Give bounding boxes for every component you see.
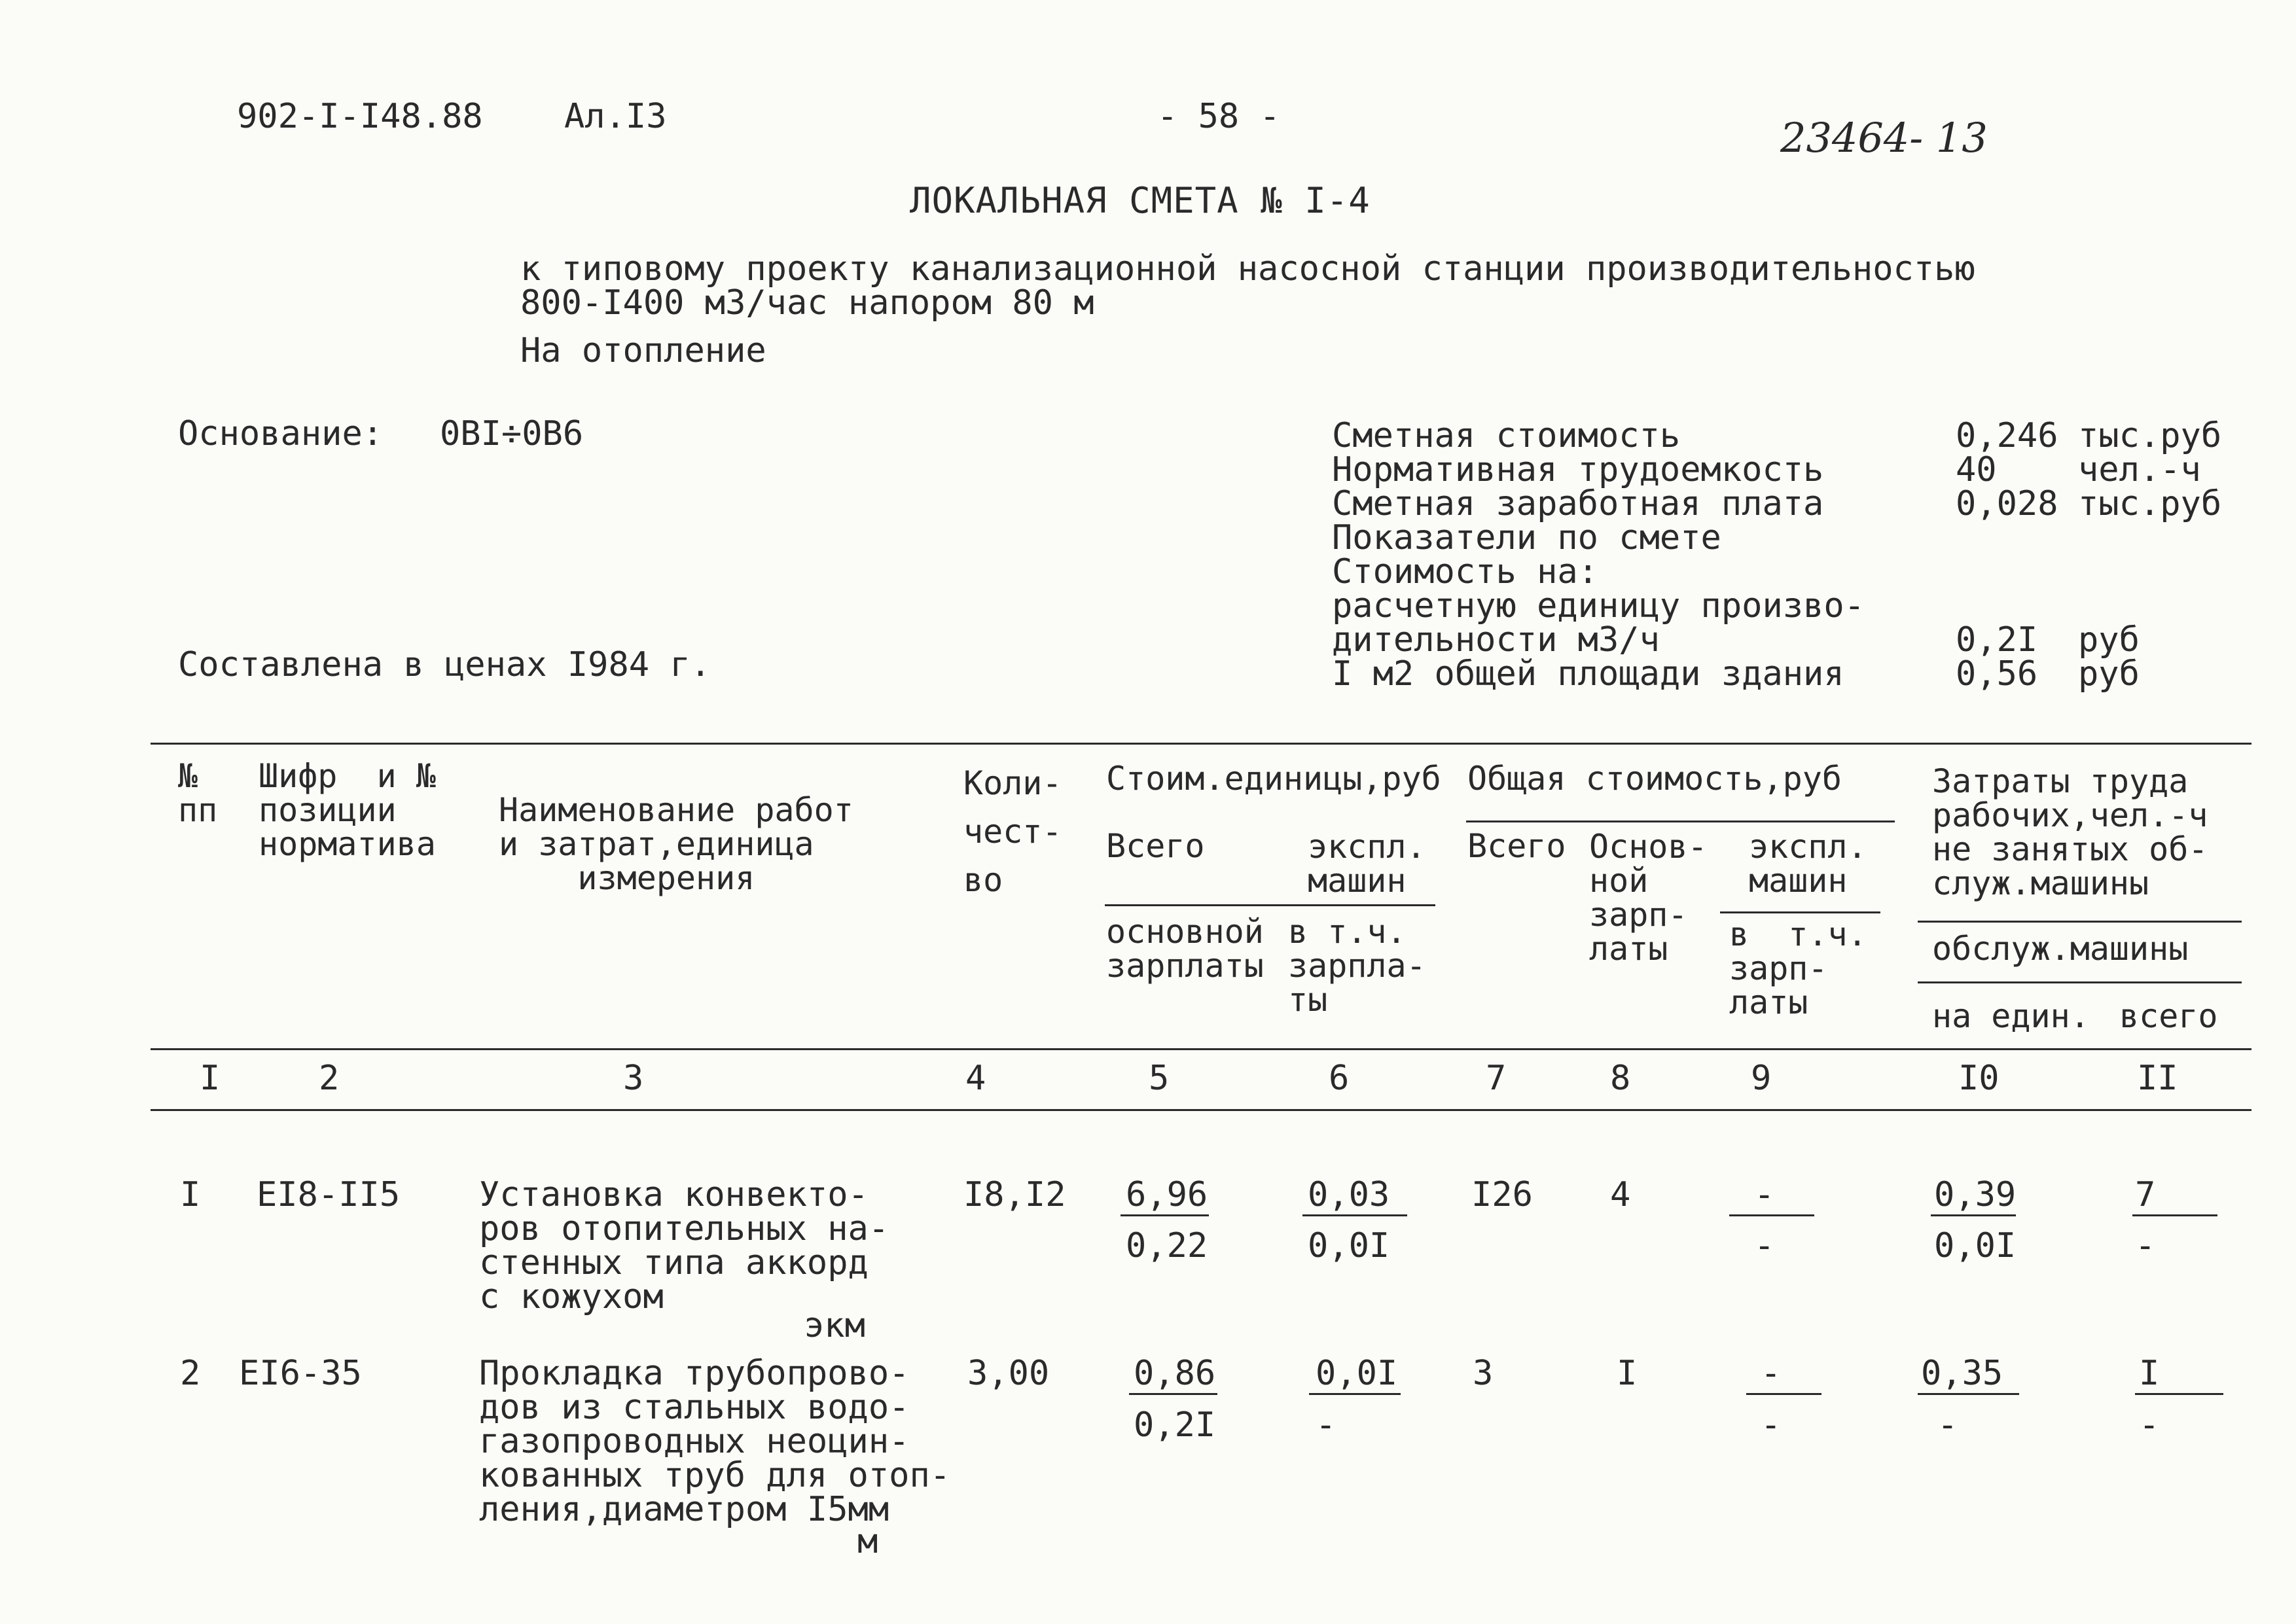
col-header-labor-total: всего	[2119, 997, 2218, 1035]
summary-block	[1332, 416, 1865, 694]
col-header-total-cost: Общая стоимость,руб	[1467, 760, 1842, 798]
col-header-labor: Затраты труда рабочих,чел.-ч не занятых об- служ.машины	[1932, 762, 2208, 902]
row-unit-total: 6,96	[1126, 1175, 1208, 1214]
row-unit-mach: 0,0I	[1316, 1354, 1398, 1393]
summary-units-lower	[2078, 620, 2140, 694]
row-unit-mach-wage: -	[1316, 1405, 1336, 1445]
underline	[1729, 1214, 1814, 1216]
row-num: I	[180, 1175, 201, 1214]
row-code: EI6-35	[239, 1354, 362, 1393]
col-header-unit-wage: основной зарплаты	[1106, 913, 1264, 985]
column-number: 2	[319, 1059, 340, 1098]
row-unit: м	[857, 1522, 878, 1561]
summary-value: 0,246	[1956, 416, 2058, 455]
row-code: EI8-II5	[257, 1175, 401, 1214]
column-number: 9	[1751, 1059, 1772, 1098]
row-num: 2	[180, 1354, 201, 1393]
underline	[1746, 1393, 1821, 1395]
row-labor-total: I	[2139, 1354, 2160, 1393]
row-labor-total-mach: -	[2139, 1405, 2160, 1445]
summary-label: I м2 общей площади здания	[1332, 654, 1844, 694]
summary-label: Стоимость на:	[1332, 552, 1598, 591]
row-total-wage: 4	[1610, 1175, 1631, 1214]
summary-value: 0,2I	[1956, 620, 2038, 660]
row-unit-total: 0,86	[1134, 1354, 1216, 1393]
document-code: 902-I-I48.88	[237, 97, 483, 136]
underline	[2132, 1214, 2217, 1216]
row-total-mach: -	[1761, 1354, 1782, 1393]
summary-label: Сметная стоимость	[1332, 416, 1681, 455]
underline	[1121, 1214, 1209, 1216]
summary-label: Нормативная трудоемкость	[1332, 450, 1824, 489]
column-number: 8	[1610, 1059, 1631, 1098]
row-total-mach-wage: -	[1761, 1405, 1782, 1445]
row-labor-unit: 0,35	[1921, 1354, 2003, 1393]
header-rule-labor-1	[1918, 921, 2242, 923]
row-labor-unit-mach: 0,0I	[1934, 1226, 2017, 1265]
column-number: I0	[1958, 1059, 2000, 1098]
column-number: 7	[1486, 1059, 1507, 1098]
row-labor-unit: 0,39	[1934, 1175, 2017, 1214]
col-header-unit-cost: Стоим.единицы,руб	[1106, 760, 1441, 798]
header-rule-unit-cost	[1105, 904, 1435, 906]
col-header-total-mach-wage: в т.ч. зарп- латы	[1729, 915, 1867, 1021]
row-total: I26	[1471, 1175, 1533, 1214]
subtitle-line-1: к типовому проекту канализационной насосной станции производительностью	[520, 249, 1975, 289]
summary-values-lower	[1956, 620, 2038, 694]
row-qty: I8,I2	[963, 1175, 1066, 1214]
row-total: 3	[1473, 1354, 1494, 1393]
handwritten-number: 23464- 13	[1780, 114, 1988, 162]
row-total-mach-wage: -	[1754, 1226, 1775, 1265]
row-labor-total: 7	[2135, 1175, 2156, 1214]
col-header-unit-mach: экспл. машин	[1308, 828, 1426, 900]
col-header-unit-total: Всего	[1106, 827, 1205, 865]
row-labor-unit-mach: -	[1937, 1405, 1958, 1445]
summary-value: 40	[1956, 450, 1997, 489]
col-header-labor-unit: на един.	[1932, 997, 2090, 1035]
sheet-label: Ал.I3	[564, 97, 667, 136]
header-rule-mach	[1720, 911, 1880, 913]
summary-label: расчетную единицу произво-	[1332, 586, 1865, 626]
underline	[1129, 1393, 1217, 1395]
page-number: - 58 -	[1157, 97, 1280, 136]
summary-value: 0,028	[1956, 484, 2058, 523]
column-number: 5	[1149, 1059, 1170, 1098]
underline	[1309, 1393, 1401, 1395]
row-labor-total-mach: -	[2135, 1226, 2156, 1265]
col-header-total-wage: Основ- ной зарп- латы	[1589, 828, 1708, 968]
summary-unit: руб	[2078, 654, 2140, 694]
column-numbers-rule	[151, 1109, 2251, 1111]
summary-units	[2078, 416, 2222, 523]
underline	[1918, 1393, 2019, 1395]
column-number: 4	[965, 1059, 986, 1098]
underline	[2135, 1393, 2223, 1395]
summary-label: Сметная заработная плата	[1332, 484, 1824, 523]
col-header-qty: Коли- чест- во	[963, 764, 1062, 899]
row-total-mach: -	[1754, 1175, 1775, 1214]
row-unit-mach-wage: 0,0I	[1308, 1226, 1390, 1265]
col-header-total-mach: экспл. машин	[1749, 828, 1867, 900]
summary-unit: чел.-ч	[2078, 450, 2201, 489]
summary-label: Показатели по смете	[1332, 518, 1721, 557]
basis-value: 0BI÷0B6	[440, 414, 584, 453]
summary-unit: тыс.руб	[2078, 416, 2222, 455]
section-title: На отопление	[520, 331, 766, 370]
col-header-unit-mach-wage: в т.ч. зарпла- ты	[1288, 913, 1426, 1019]
summary-values	[1956, 416, 2058, 523]
row-name: Установка конвекто- ров отопительных на- стенных типа аккорд с кожухом	[479, 1175, 889, 1316]
col-header-code: Шифр и № позиции норматива	[259, 757, 436, 863]
summary-unit: тыс.руб	[2078, 484, 2222, 523]
summary-label: дительности м3/ч	[1332, 620, 1660, 660]
column-number: II	[2137, 1059, 2178, 1098]
column-number: I	[200, 1059, 221, 1098]
underline	[1931, 1214, 2016, 1216]
row-name: Прокладка трубопрово- дов из стальных водо- газопроводных неоцин- кованных труб для отоп- ления,диаметром I5мм	[479, 1354, 951, 1529]
column-number: 3	[623, 1059, 644, 1098]
row-unit-wage: 0,22	[1126, 1226, 1208, 1265]
basis-label: Основание:	[178, 414, 384, 453]
col-header-name: Наименование работ и затрат,единица измерения	[499, 791, 853, 897]
col-header-num: № пп	[178, 757, 218, 829]
row-qty: 3,00	[967, 1354, 1050, 1393]
summary-unit: руб	[2078, 620, 2140, 660]
row-total-wage: I	[1617, 1354, 1638, 1393]
row-unit-mach: 0,03	[1308, 1175, 1390, 1214]
header-rule-labor-2	[1918, 981, 2242, 983]
col-header-labor-mach: обслуж.машины	[1932, 930, 2189, 968]
subtitle-line-2: 800-I400 м3/час напором 80 м	[520, 283, 1094, 323]
summary-value: 0,56	[1956, 654, 2038, 694]
row-unit-wage: 0,2I	[1134, 1405, 1216, 1445]
table-top-rule	[151, 743, 2251, 745]
header-rule-total-cost	[1466, 821, 1895, 822]
table-header-bottom-rule	[151, 1048, 2251, 1050]
row-unit: экм	[804, 1306, 865, 1345]
prices-year: Составлена в ценах I984 г.	[178, 645, 711, 684]
col-header-total-all: Всего	[1467, 827, 1566, 865]
page-title: ЛОКАЛЬНАЯ СМЕТА № I-4	[910, 180, 1371, 221]
column-number: 6	[1329, 1059, 1350, 1098]
underline	[1302, 1214, 1407, 1216]
